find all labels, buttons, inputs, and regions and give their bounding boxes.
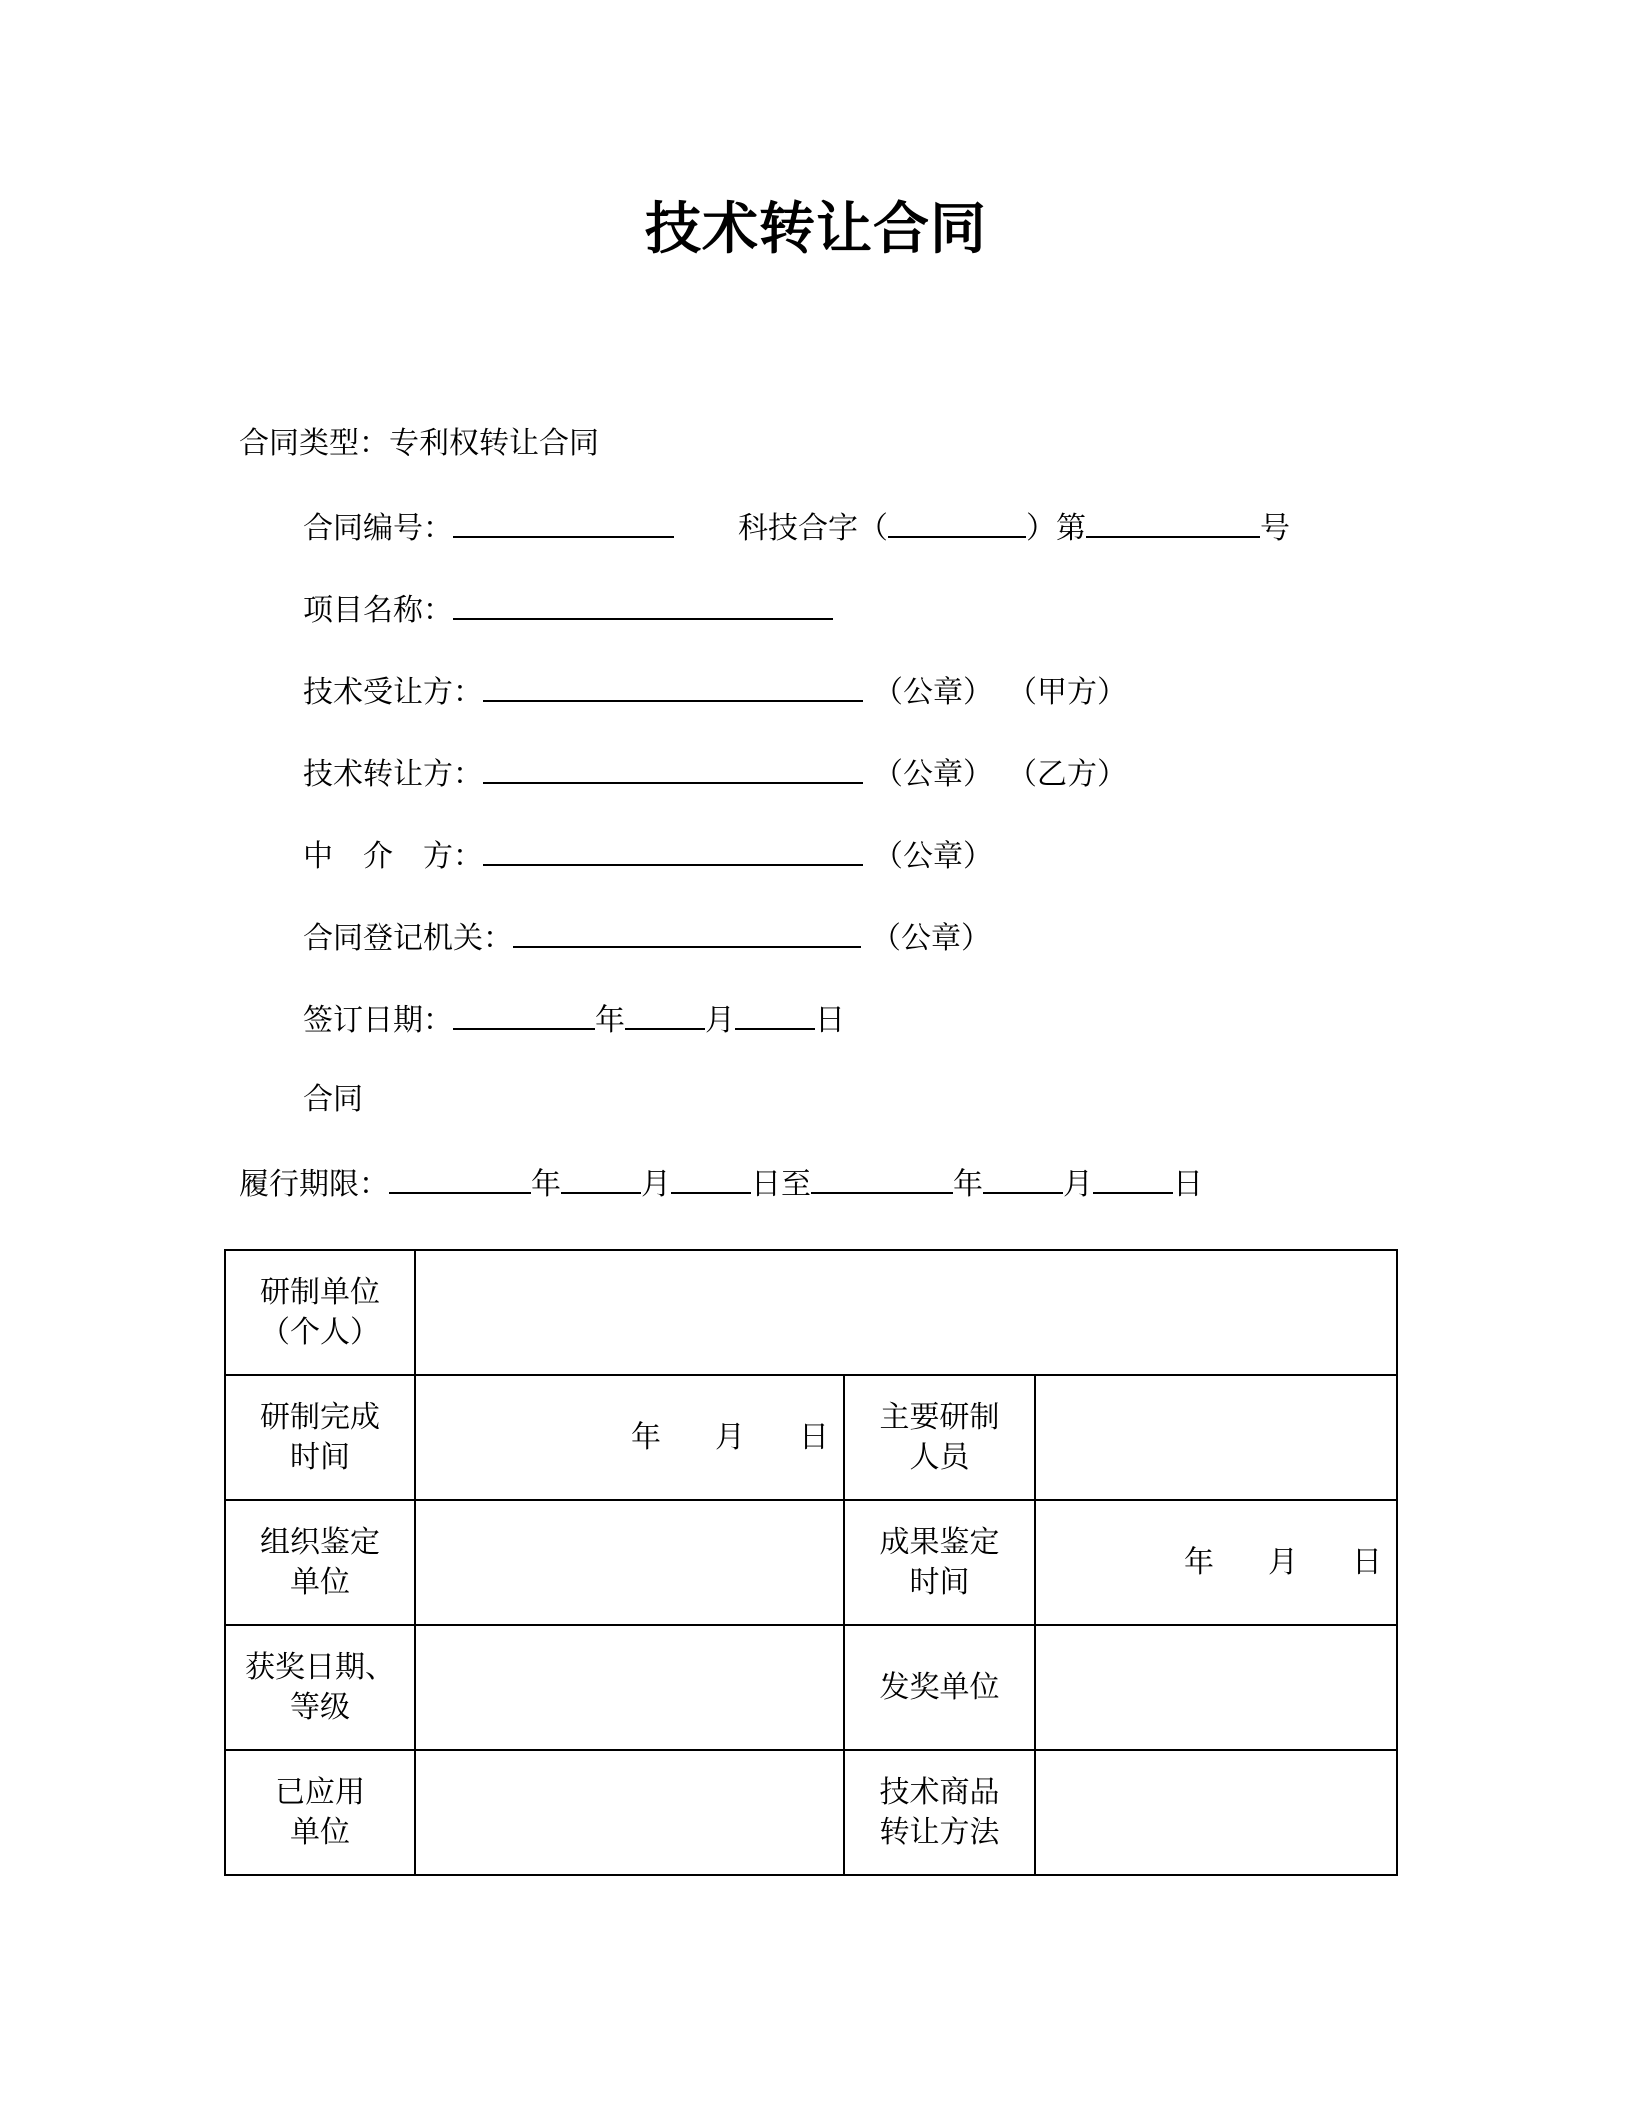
transfer-method-field[interactable] (1035, 1750, 1397, 1875)
applied-unit-field[interactable] (415, 1750, 844, 1875)
appraisal-time-label: 成果鉴定 时间 (844, 1500, 1035, 1625)
transferee-blank[interactable] (483, 670, 863, 702)
award-unit-field[interactable] (1035, 1625, 1397, 1750)
sign-year-unit: 年 (595, 1003, 625, 1038)
transferee-row (303, 670, 1127, 713)
period-month-blank[interactable] (561, 1162, 641, 1194)
period-month2-unit: 月 (1063, 1167, 1093, 1202)
project-name-row (303, 588, 833, 631)
period-row (239, 1162, 1203, 1205)
transferor-seal: （公章） (873, 757, 993, 792)
contract-no-prefix: 科技合字（ (738, 511, 888, 546)
registry-blank[interactable] (513, 916, 861, 948)
org-unit-label: 组织鉴定 单位 (225, 1500, 415, 1625)
applied-unit-label: 已应用 单位 (225, 1750, 415, 1875)
contract-no-blank[interactable] (453, 506, 674, 538)
sign-month-blank[interactable] (625, 998, 705, 1030)
period-day-to: 日至 (751, 1167, 811, 1202)
intermediary-seal: （公章） (873, 839, 993, 874)
table-row (225, 1750, 1397, 1875)
sign-day-blank[interactable] (735, 998, 815, 1030)
contract-no-label: 合同编号： (303, 511, 453, 546)
intermediary-row (303, 834, 993, 877)
period-day-blank[interactable] (671, 1162, 751, 1194)
period-year2-blank[interactable] (811, 1162, 953, 1194)
intermediary-label-1: 中 (303, 839, 333, 874)
period-label: 履行期限： (239, 1167, 389, 1202)
contract-seq-blank[interactable] (1086, 506, 1260, 538)
contract-type-value: 专利权转让合同 (389, 426, 599, 461)
table-row (225, 1375, 1397, 1500)
dev-time-label: 研制完成 时间 (225, 1375, 415, 1500)
transferee-role: （甲方） (1007, 675, 1127, 710)
contract-no-suffix: 号 (1260, 511, 1290, 546)
transferor-label: 技术转让方： (303, 757, 483, 792)
award-field[interactable] (415, 1625, 844, 1750)
period-year-unit: 年 (531, 1167, 561, 1202)
contract-no-row (303, 506, 1290, 549)
transferor-role: （乙方） (1007, 757, 1127, 792)
org-unit-field[interactable] (415, 1500, 844, 1625)
main-dev-label: 主要研制 人员 (844, 1375, 1035, 1500)
contract-type-row (239, 424, 599, 464)
period-year-blank[interactable] (389, 1162, 531, 1194)
document-title: 技术转让合同 (645, 197, 987, 262)
contract-type-label: 合同类型： (239, 426, 389, 461)
award-label: 获奖日期、 等级 (225, 1625, 415, 1750)
registry-label: 合同登记机关： (303, 921, 513, 956)
table-row (225, 1500, 1397, 1625)
info-table (224, 1249, 1398, 1876)
sign-year-blank[interactable] (453, 998, 595, 1030)
registry-seal: （公章） (871, 921, 991, 956)
contract-word: 合同 (303, 1082, 363, 1117)
sign-date-label: 签订日期： (303, 1003, 453, 1038)
period-month-unit: 月 (641, 1167, 671, 1202)
intermediary-label-2: 介 (363, 839, 393, 874)
period-day2-blank[interactable] (1093, 1162, 1173, 1194)
main-dev-field[interactable] (1035, 1375, 1397, 1500)
dev-unit-field[interactable] (415, 1250, 1397, 1375)
registry-row (303, 916, 991, 959)
transferee-seal: （公章） (873, 675, 993, 710)
sign-month-unit: 月 (705, 1003, 735, 1038)
transferor-blank[interactable] (483, 752, 863, 784)
period-month2-blank[interactable] (983, 1162, 1063, 1194)
contract-word-blank[interactable] (888, 506, 1026, 538)
table-row (225, 1250, 1397, 1375)
contract-no-middle: ）第 (1026, 511, 1086, 546)
project-name-blank[interactable] (453, 588, 833, 620)
sign-day-unit: 日 (815, 1003, 845, 1038)
project-name-label: 项目名称： (303, 593, 453, 628)
period-year2-unit: 年 (953, 1167, 983, 1202)
intermediary-blank[interactable] (483, 834, 863, 866)
transfer-method-label: 技术商品 转让方法 (844, 1750, 1035, 1875)
dev-time-field[interactable]: 年 月 日 (415, 1375, 844, 1500)
intermediary-label-3: 方： (423, 839, 483, 874)
transferor-row (303, 752, 1127, 795)
transferee-label: 技术受让方： (303, 675, 483, 710)
award-unit-label: 发奖单位 (844, 1625, 1035, 1750)
contract-word-row (303, 1080, 363, 1120)
dev-unit-label: 研制单位 （个人） (225, 1250, 415, 1375)
appraisal-time-field[interactable]: 年 月 日 (1035, 1500, 1397, 1625)
period-day2-unit: 日 (1173, 1167, 1203, 1202)
sign-date-row (303, 998, 845, 1041)
table-row (225, 1625, 1397, 1750)
